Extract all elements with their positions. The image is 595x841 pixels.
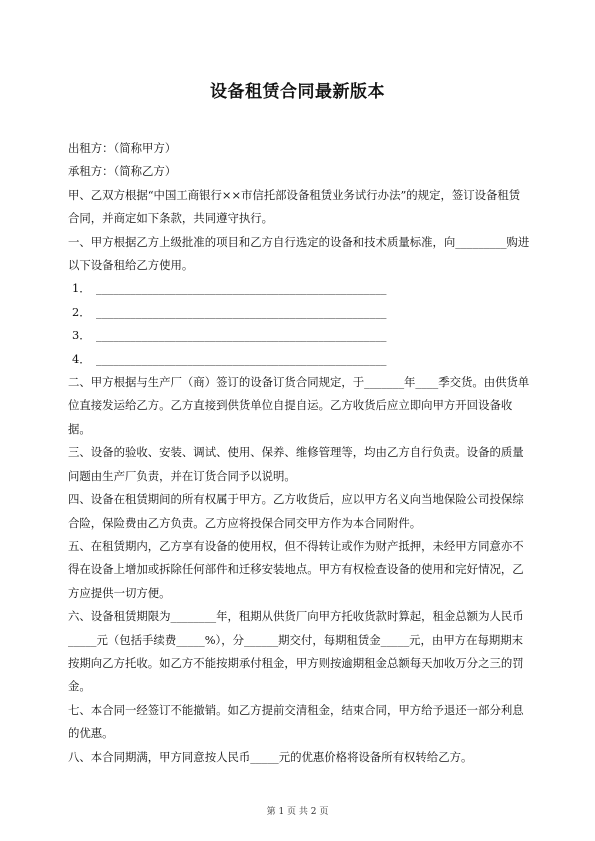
preamble-paragraph: 甲、乙双方根据“中国工商银行××市信托部设备租赁业务试行办法”的规定，签订设备租赁合同，并商定如下条款，共同遵守执行。 (68, 187, 521, 226)
clause-4: 四、设备在租赁期间的所有权属于甲方。乙方收货后，应以甲方名义向当地保险公司投保综合险，保险费由乙方负责。乙方应将投保合同交甲方作为本合同附件。 (68, 492, 524, 530)
lessee-line: 承租方：（简称乙方） (68, 164, 177, 179)
clause-8: 八、本合同期满，甲方同意按人民币_____元的优惠价格将设备所有权转给乙方。 (68, 749, 473, 764)
clause-1: 一、甲方根据乙方上级批准的项目和乙方自行选定的设备和技术质量标准，向_________购进以下设备租给乙方使用。 (68, 234, 530, 273)
clause-7: 七、本合同一经签订不能撤销。如乙方提前交清租金，结束合同，甲方给予退还一部分利息的优惠。 (68, 702, 524, 741)
item-blank: ___________________________________________________ (96, 304, 387, 319)
clause-3: 三、设备的验收、安装、调试、使用、保养、维修管理等，均由乙方自行负责。设备的质量问题由生产厂负责，并在订货合同予以说明。 (68, 445, 524, 483)
equipment-item-2 (68, 301, 530, 324)
clause-6: 六、设备租赁期限为________年，租期从供货厂向甲方托收货款时算起，租金总额为人民币_____元（包括手续费_____%），分______期交付，每期租赁金_____元，由甲方在每期期末按期向乙方托收。如乙方不能按期承付租金，甲方则按逾期租金总额每天加收万分之三的罚金。 (68, 609, 524, 694)
item-number: 1． (72, 281, 91, 296)
equipment-item-3 (68, 324, 530, 347)
contract-body (68, 137, 530, 769)
item-number: 2． (72, 304, 91, 319)
item-number: 3． (72, 328, 91, 343)
document-title: 设备租赁合同最新版本 (210, 82, 385, 102)
item-blank: ___________________________________________________ (96, 328, 387, 343)
equipment-item-1 (68, 277, 530, 300)
lessor-line: 出租方：（简称甲方） (68, 141, 177, 155)
clause-5: 五、在租赁期内，乙方享有设备的使用权，但不得转让或作为财产抵押，未经甲方同意亦不得在设备上增加或拆除任何部件和迁移安装地点。甲方有权检查设备的使用和完好情况，乙方应提供一切方便。 (68, 538, 524, 600)
page-footer: 第 1 页 共 2 页 (266, 807, 329, 817)
clause-2: 二、甲方根据与生产厂（商）签订的设备订货合同规定，于_______年____季交货。由供货单位直接发运给乙方。乙方直接到供货单位自提自运。乙方收货后应立即向甲方开回设备收据。 (68, 375, 530, 436)
equipment-item-4 (68, 348, 530, 371)
item-blank: ___________________________________________________ (96, 351, 387, 366)
item-blank: ___________________________________________________ (96, 281, 387, 296)
item-number: 4． (72, 351, 91, 366)
